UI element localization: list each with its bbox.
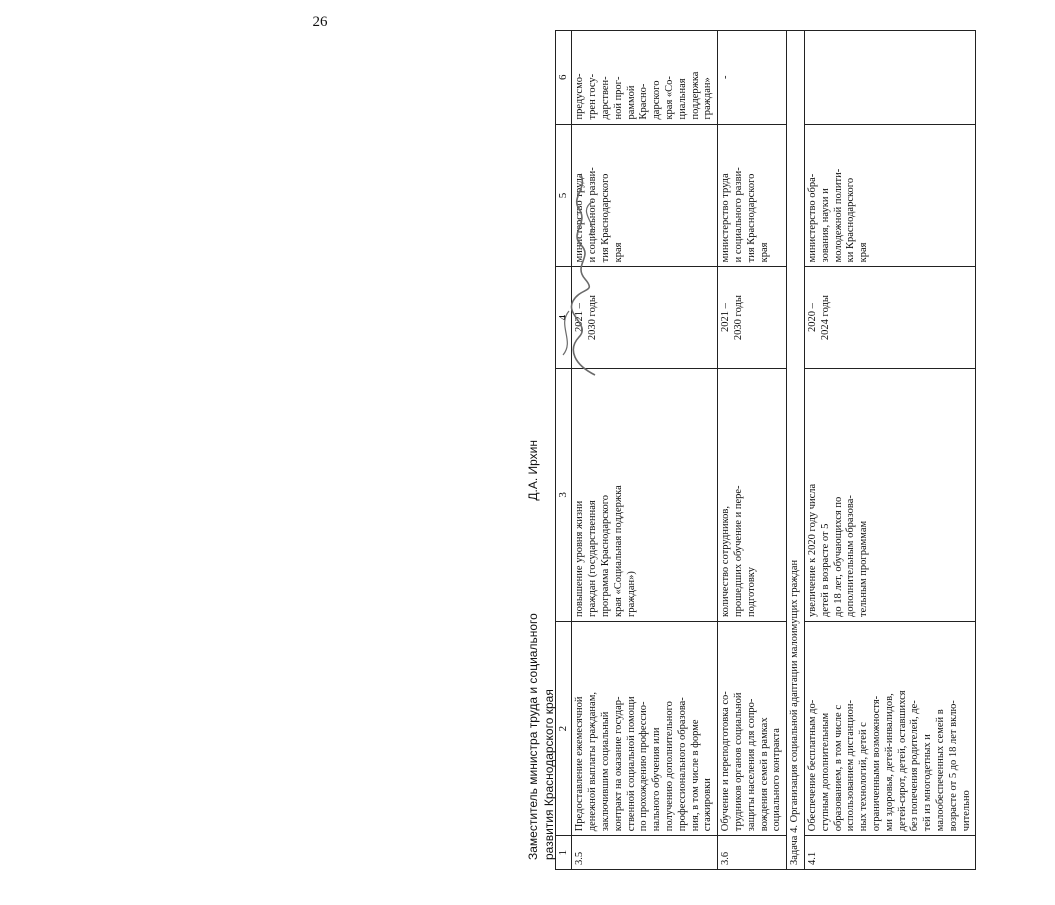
- signer-name: Д.А. Ирхин: [526, 440, 540, 501]
- header-row: [556, 31, 572, 870]
- header-cell: 4: [556, 267, 572, 368]
- rotated-table-container: [555, 30, 1055, 870]
- result-cell: увеличение к 2020 году числа детей в возрасте от 5 до 18 лет, обучающихся по дополнительным образова- тельным программам: [804, 368, 975, 621]
- period-cell: 2020 – 2024 годы: [804, 267, 975, 368]
- executor-cell: министерство труда и социального разви- тия Краснодарского края: [572, 124, 718, 267]
- funding-cell: [804, 31, 975, 125]
- executor-cell: министерство труда и социального разви- тия Краснодарского края: [718, 124, 787, 267]
- table-row: [804, 31, 975, 870]
- executor-cell: министерство обра- зования, науки и молодежной полити- ки Краснодарского края: [804, 124, 975, 267]
- task-row: [787, 31, 805, 870]
- task-text: Организация социальной адаптации малоимущих граждан: [789, 559, 801, 823]
- header-cell: 2: [556, 621, 572, 835]
- header-cell: 3: [556, 368, 572, 621]
- period-cell: 2021 – 2030 годы: [718, 267, 787, 368]
- row-number: 4.1: [804, 836, 975, 870]
- measure-cell: Обучение и переподготовка со- трудников органов социальной защиты населения для сопро- вождения семей в рамках социального контракта: [718, 621, 787, 835]
- task-heading: [787, 31, 805, 870]
- period-cell: 2021 – 2030 годы: [572, 267, 718, 368]
- measures-table: [555, 30, 976, 870]
- measure-cell: Предоставление ежемесячной денежной выплаты гражданам, заключившим социальный контракт на оказание государ- ственной социальной помощи по прохождению профессио- нального обучения или получению дополнительного профессионального образова- ния, в том числе в форме стажировки: [572, 621, 718, 835]
- table-row: [718, 31, 787, 870]
- header-cell: 1: [556, 836, 572, 870]
- signature-block: [525, 440, 557, 860]
- task-label: Задача 4.: [789, 825, 801, 865]
- funding-cell: предусмо- трен госу- дарствен- ной прог- раммой Красно- дарского края «Со- циальная поддержка граждан»: [572, 31, 718, 125]
- funding-cell: -: [718, 31, 787, 125]
- header-cell: 5: [556, 124, 572, 267]
- result-cell: повышение уровня жизни граждан (государственная программа Краснодарского края «Социальная поддержка граждан»): [572, 368, 718, 621]
- table-row: [572, 31, 718, 870]
- row-number: 3.6: [718, 836, 787, 870]
- row-number: 3.5: [572, 836, 718, 870]
- page-number: 26: [312, 14, 328, 30]
- signer-position: Заместитель министра труда и социального развития Краснодарского края: [526, 613, 557, 860]
- measure-cell: Обеспечение бесплатным до- ступным дополнительным образованием, в том числе с использованием дистанцион- ных технологий, детей с ограниченными возможностя- ми здоровья, детей-инвалидов, детей-сирот, детей, оставшихся без попечения родителей, де- тей из многодетных и малообеспеченных семей в возрасте от 5 до 18 лет вклю- чительно: [804, 621, 975, 835]
- result-cell: количество сотрудников, прошедших обучение и пере- подготовку: [718, 368, 787, 621]
- handwritten-signature: [545, 165, 615, 385]
- header-cell: 6: [556, 31, 572, 125]
